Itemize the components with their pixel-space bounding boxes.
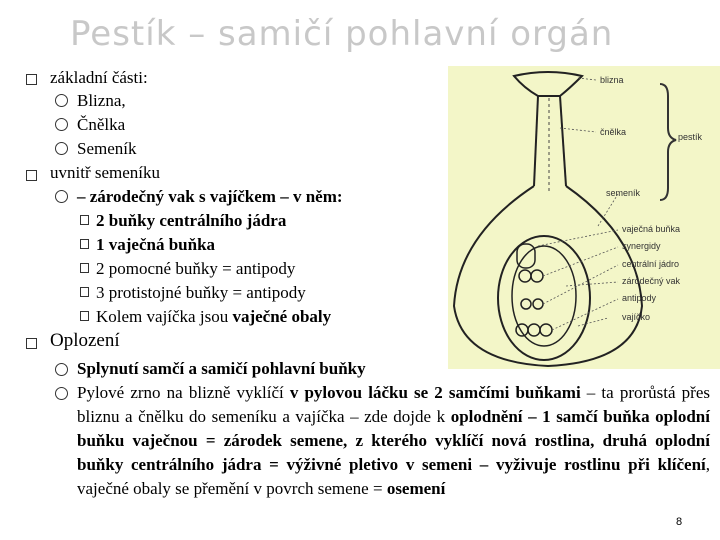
sac-item: 3 protistojné buňky = antipody (96, 283, 306, 302)
pistil-diagram-svg (448, 66, 720, 369)
antipode-shape (540, 324, 552, 336)
stigma-shape (514, 72, 582, 96)
list-item-embryo-sac: – zárodečný vak s vajíčkem – v něm: (77, 187, 343, 206)
small-square-bullet-icon (80, 311, 89, 321)
small-square-bullet-icon (80, 215, 89, 225)
list-item-part: Semeník (77, 139, 137, 158)
circle-bullet-icon (55, 118, 68, 131)
circle-bullet-icon (55, 190, 68, 203)
list-item-basic-parts: základní části: (50, 68, 148, 87)
style-right-edge (560, 96, 566, 186)
style-left-edge (534, 96, 538, 186)
page-number: 8 (676, 516, 683, 528)
label-synergids: synergidy (622, 241, 661, 251)
square-bullet-icon (26, 338, 37, 349)
small-square-bullet-icon (80, 287, 89, 297)
label-ovary: semeník (606, 188, 641, 198)
label-pistil: pestík (678, 132, 703, 142)
integument-inner (512, 246, 576, 346)
list-item-fertilization: Oplození (50, 330, 120, 351)
fertilization-point-1: Splynutí samčí a samičí pohlavní buňky (77, 359, 366, 378)
synergid-shape (531, 270, 543, 282)
fertilization-point-2: Pylové zrno na blizně vyklíčí v pylovou láčku se 2 samčími buňkami – ta prorůstá přes bliznu a čnělku do semeníku a vajíčka – zde dojde k oplodnění – 1 samčí buňka oplodní buňku vaječnou = zárodek semene, z kterého vyklíčí nová rostlina, druhá oplodní buňky centrálního jádra = výživné pletivo v semeni – vyživuje rostlinu při klíčení, vaječné obaly se přemění v povrch semene = osemení (77, 383, 710, 498)
central-nucleus-shape (521, 299, 531, 309)
label-embryo-sac: zárodečný vak (622, 276, 681, 286)
label-stigma: blizna (600, 75, 624, 85)
circle-bullet-icon (55, 387, 68, 400)
label-antipodes: antipody (622, 293, 657, 303)
slide-title: Pestík – samičí pohlavní orgán (70, 14, 614, 54)
circle-bullet-icon (55, 142, 68, 155)
square-bullet-icon (26, 170, 37, 181)
ovary-wall (454, 186, 642, 366)
square-bullet-icon (26, 74, 37, 85)
label-central-nucleus: centrální jádro (622, 259, 680, 269)
small-square-bullet-icon (80, 263, 89, 273)
sac-item: Kolem vajíčka jsou vaječné obaly (96, 307, 332, 326)
circle-bullet-icon (55, 363, 68, 376)
small-square-bullet-icon (80, 239, 89, 249)
list-item-inside-ovary: uvnitř semeníku (50, 163, 161, 182)
sac-item: 1 vaječná buňka (96, 235, 216, 254)
sac-item: 2 pomocné buňky = antipody (96, 259, 296, 278)
label-ovule: vajíčko (622, 312, 651, 322)
list-item-part: Čnělka (77, 115, 126, 134)
synergid-shape (519, 270, 531, 282)
antipode-shape (516, 324, 528, 336)
pistil-diagram (448, 66, 720, 369)
circle-bullet-icon (55, 94, 68, 107)
pistil-brace (660, 84, 676, 200)
label-egg-cell: vaječná buňka (622, 224, 681, 234)
sac-item: 2 buňky centrálního jádra (96, 211, 287, 230)
list-item-part: Blizna, (77, 91, 126, 110)
label-style: čnělka (600, 127, 627, 137)
central-nucleus-shape (533, 299, 543, 309)
antipode-shape (528, 324, 540, 336)
